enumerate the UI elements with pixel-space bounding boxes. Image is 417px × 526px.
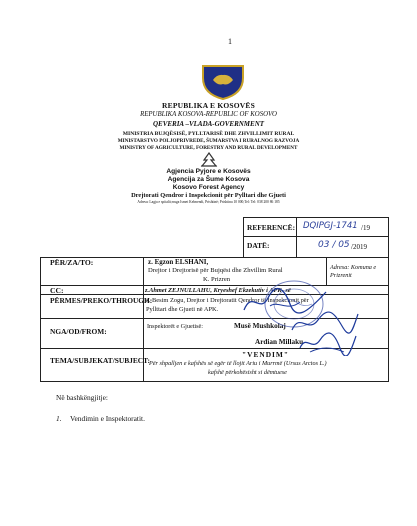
date-year: /2019	[351, 243, 367, 251]
reference-value: DQIPGJ-1741	[303, 221, 358, 231]
to-municipality: K. Prizren	[203, 276, 231, 283]
from-name-1: Musë Mushkolaj	[234, 322, 286, 330]
kosovo-emblem-icon	[199, 56, 247, 100]
agency-sr: Agencija za Šume Kosova	[167, 176, 250, 183]
ministry-sq: MINISTRIA BUJQËSISË, PYLLTARISË DHE ZHVILLIMIT RURAL	[122, 131, 295, 137]
cc-value: z.Ahmet ZEJNULLAHU, Kryeshef Ekzekutiv i APK- së	[145, 287, 291, 294]
ministry-en: MINISTRY OF AGRICULTURE, FORESTRY AND RURAL DEVELOPMENT	[119, 145, 298, 151]
subject-line-2: kafshë përkohësisht si dëmtuese	[208, 369, 287, 376]
republic-subtitle: REPUBLIKA KOSOVA-REPUBLIC OF KOSOVO	[140, 111, 277, 118]
forest-agency-logo-icon	[198, 152, 220, 167]
ministry-sr: MINISTARSTVO POLJOPRIVREDE, ŠUMARSTVA I RURALNOG RAZVOJA	[117, 138, 300, 144]
attachment-item-text: Vendimin e Inspektoratit.	[70, 414, 145, 423]
page-number: 1	[228, 37, 232, 46]
to-position: Drejtor i Drejtorisë për Bujqësi dhe Zhvillim Rural	[148, 267, 283, 274]
from-name-2: Ardian Millaku	[255, 338, 304, 346]
to-name: z. Egzon ELSHANI,	[148, 258, 209, 266]
directorate-title: Drejtorati Qendror i Inspekcionit për Pylltari dhe Gjueti	[131, 192, 286, 199]
government-title: QEVERIA –VLADA-GOVERNMENT	[152, 120, 265, 128]
date-day-month: 03 / 05	[318, 240, 350, 250]
through-label: PËRMES/PREKO/THROUGH:	[50, 296, 153, 305]
subject-line-1: Për shpalljen e kafshës së egër të llojit Ariu i Murrmë (Ursus Arctos L.)	[149, 360, 327, 367]
from-label: NGA/OD/FROM:	[50, 327, 107, 336]
to-address: Adresa: Komuna e Prizrenit	[330, 264, 377, 279]
through-line2: Pyllttari dhe Gjueti në APK.	[146, 306, 219, 313]
subject-label: TEMA/SUBJEKAT/SUBJECT:	[50, 356, 150, 365]
subject-title: "VENDIM"	[242, 350, 289, 359]
to-label: PËR/ZA/TO:	[50, 258, 94, 267]
reference-suffix: /19	[361, 224, 370, 232]
agency-en: Kosovo Forest Agency	[172, 184, 245, 191]
date-label: DATË:	[247, 241, 270, 250]
through-line1: z. Besim Zogu, Drejtor i Drejtoratit Qendror të Inspekcionit për	[146, 297, 309, 304]
from-prefix: Inspektorët e Gjuetisë:	[147, 323, 204, 330]
signature-inspector-2-icon	[298, 330, 358, 356]
reference-label: REFERENCË:	[247, 223, 296, 232]
agency-sq: Agjencia Pyjore e Kosovës	[166, 168, 251, 175]
directorate-address: Adresa: Lagja e spitalit;rruga Ismet Kelmendi, Prishtinë; Prishtina 10 000;Tel: Tel: 038 200 86 185	[137, 200, 280, 204]
republic-title: REPUBLIKA E KOSOVËS	[162, 101, 255, 110]
cc-label: CC:	[50, 286, 64, 295]
attachment-item-number: 1.	[56, 414, 62, 423]
attachment-heading: Në bashkëngjitje:	[56, 393, 108, 402]
